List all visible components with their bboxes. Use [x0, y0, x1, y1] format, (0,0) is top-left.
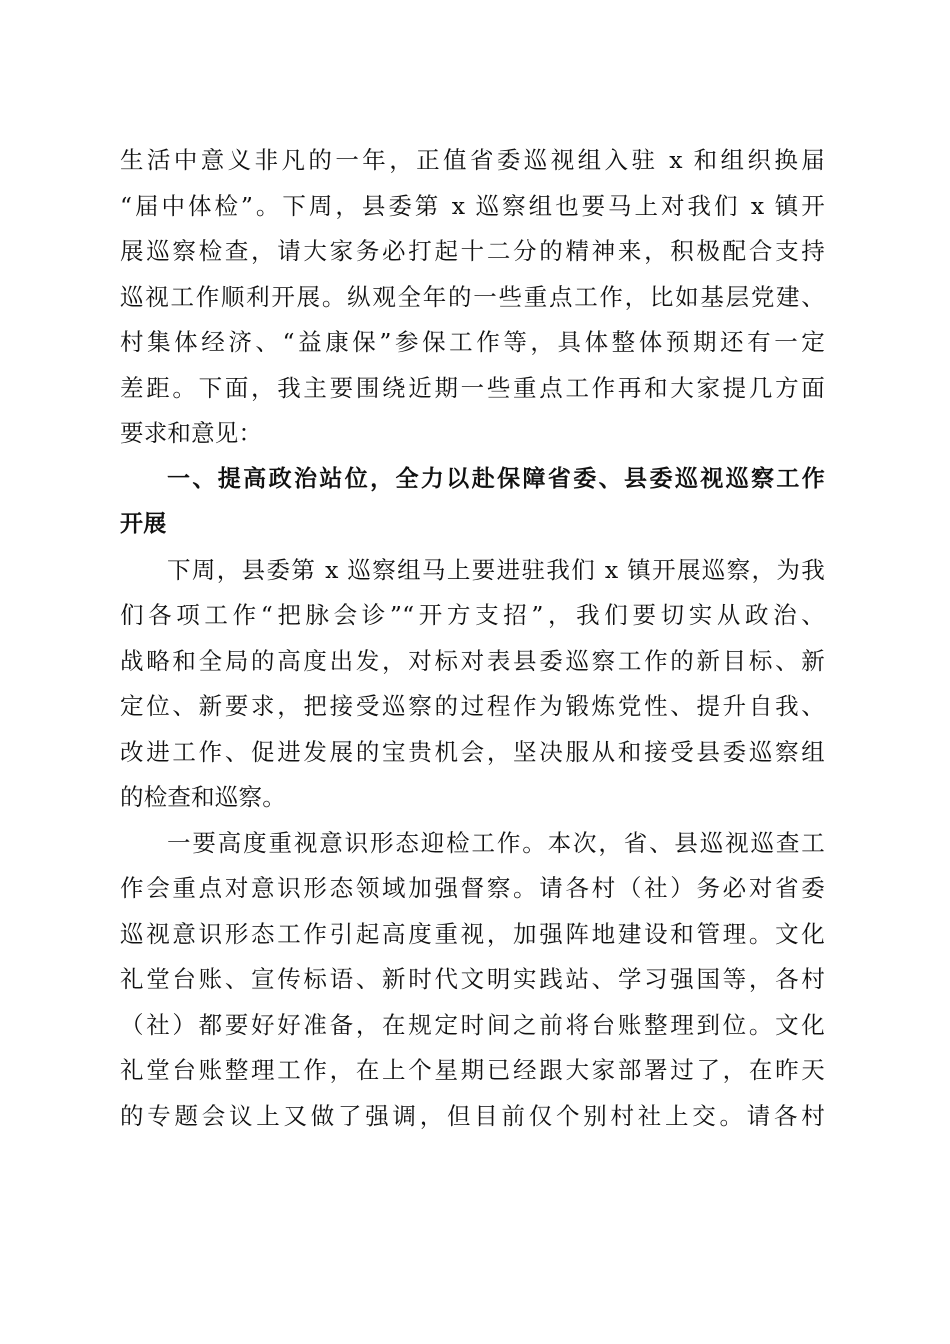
text-line: 下周，县委第 x 巡察组马上要进驻我们 x 镇开展巡察，为我: [167, 555, 825, 584]
section-heading: 一、提高政治站位，全力以赴保障省委、县委巡视巡察工作: [167, 465, 825, 492]
text-line: 礼堂台账、宣传标语、新时代文明实践站、学习强国等，各村: [120, 965, 825, 993]
text-line: 差距。下面，我主要围绕近期一些重点工作再和大家提几方面: [120, 373, 825, 402]
text-line: 生活中意义非凡的一年，正值省委巡视组入驻 x 和组织换届: [120, 146, 825, 174]
text-line: 的专题会议上又做了强调，但目前仅个别村社上交。请各村: [120, 1101, 825, 1130]
text-line: 们各项工作“把脉会诊”“开方支招”，我们要切实从政治、: [120, 601, 825, 629]
text-line: （社）都要好好准备，在规定时间之前将台账整理到位。文化: [120, 1010, 825, 1039]
text-line: 作会重点对意识形态领域加强督察。请各村（社）务必对省委: [120, 874, 825, 902]
text-line: 礼堂台账整理工作，在上个星期已经跟大家部署过了，在昨天: [120, 1056, 825, 1084]
text-line: 改进工作、促进发展的宝贵机会，坚决服从和接受县委巡察组: [120, 737, 825, 766]
text-line: 巡视意识形态工作引起高度重视，加强阵地建设和管理。文化: [120, 919, 825, 948]
text-line: “届中体检”。下周，县委第 x 巡察组也要马上对我们 x 镇开: [120, 191, 825, 220]
text-line: 一要高度重视意识形态迎检工作。本次，省、县巡视巡查工: [167, 828, 825, 857]
section-heading-continued: 开展: [120, 511, 167, 537]
text-line: 的检查和巡察。: [120, 783, 286, 811]
text-line: 展巡察检查，请大家务必打起十二分的精神来，积极配合支持: [120, 237, 825, 265]
document-body: [120, 138, 825, 1139]
text-line: 定位、新要求，把接受巡察的过程作为锻炼党性、提升自我、: [120, 692, 825, 720]
text-line: 村集体经济、“益康保”参保工作等，具体整体预期还有一定: [120, 328, 825, 356]
text-line: 战略和全局的高度出发，对标对表县委巡察工作的新目标、新: [120, 646, 825, 675]
text-line: 巡视工作顺利开展。纵观全年的一些重点工作，比如基层党建、: [120, 282, 825, 311]
text-line: 要求和意见：: [120, 419, 263, 447]
